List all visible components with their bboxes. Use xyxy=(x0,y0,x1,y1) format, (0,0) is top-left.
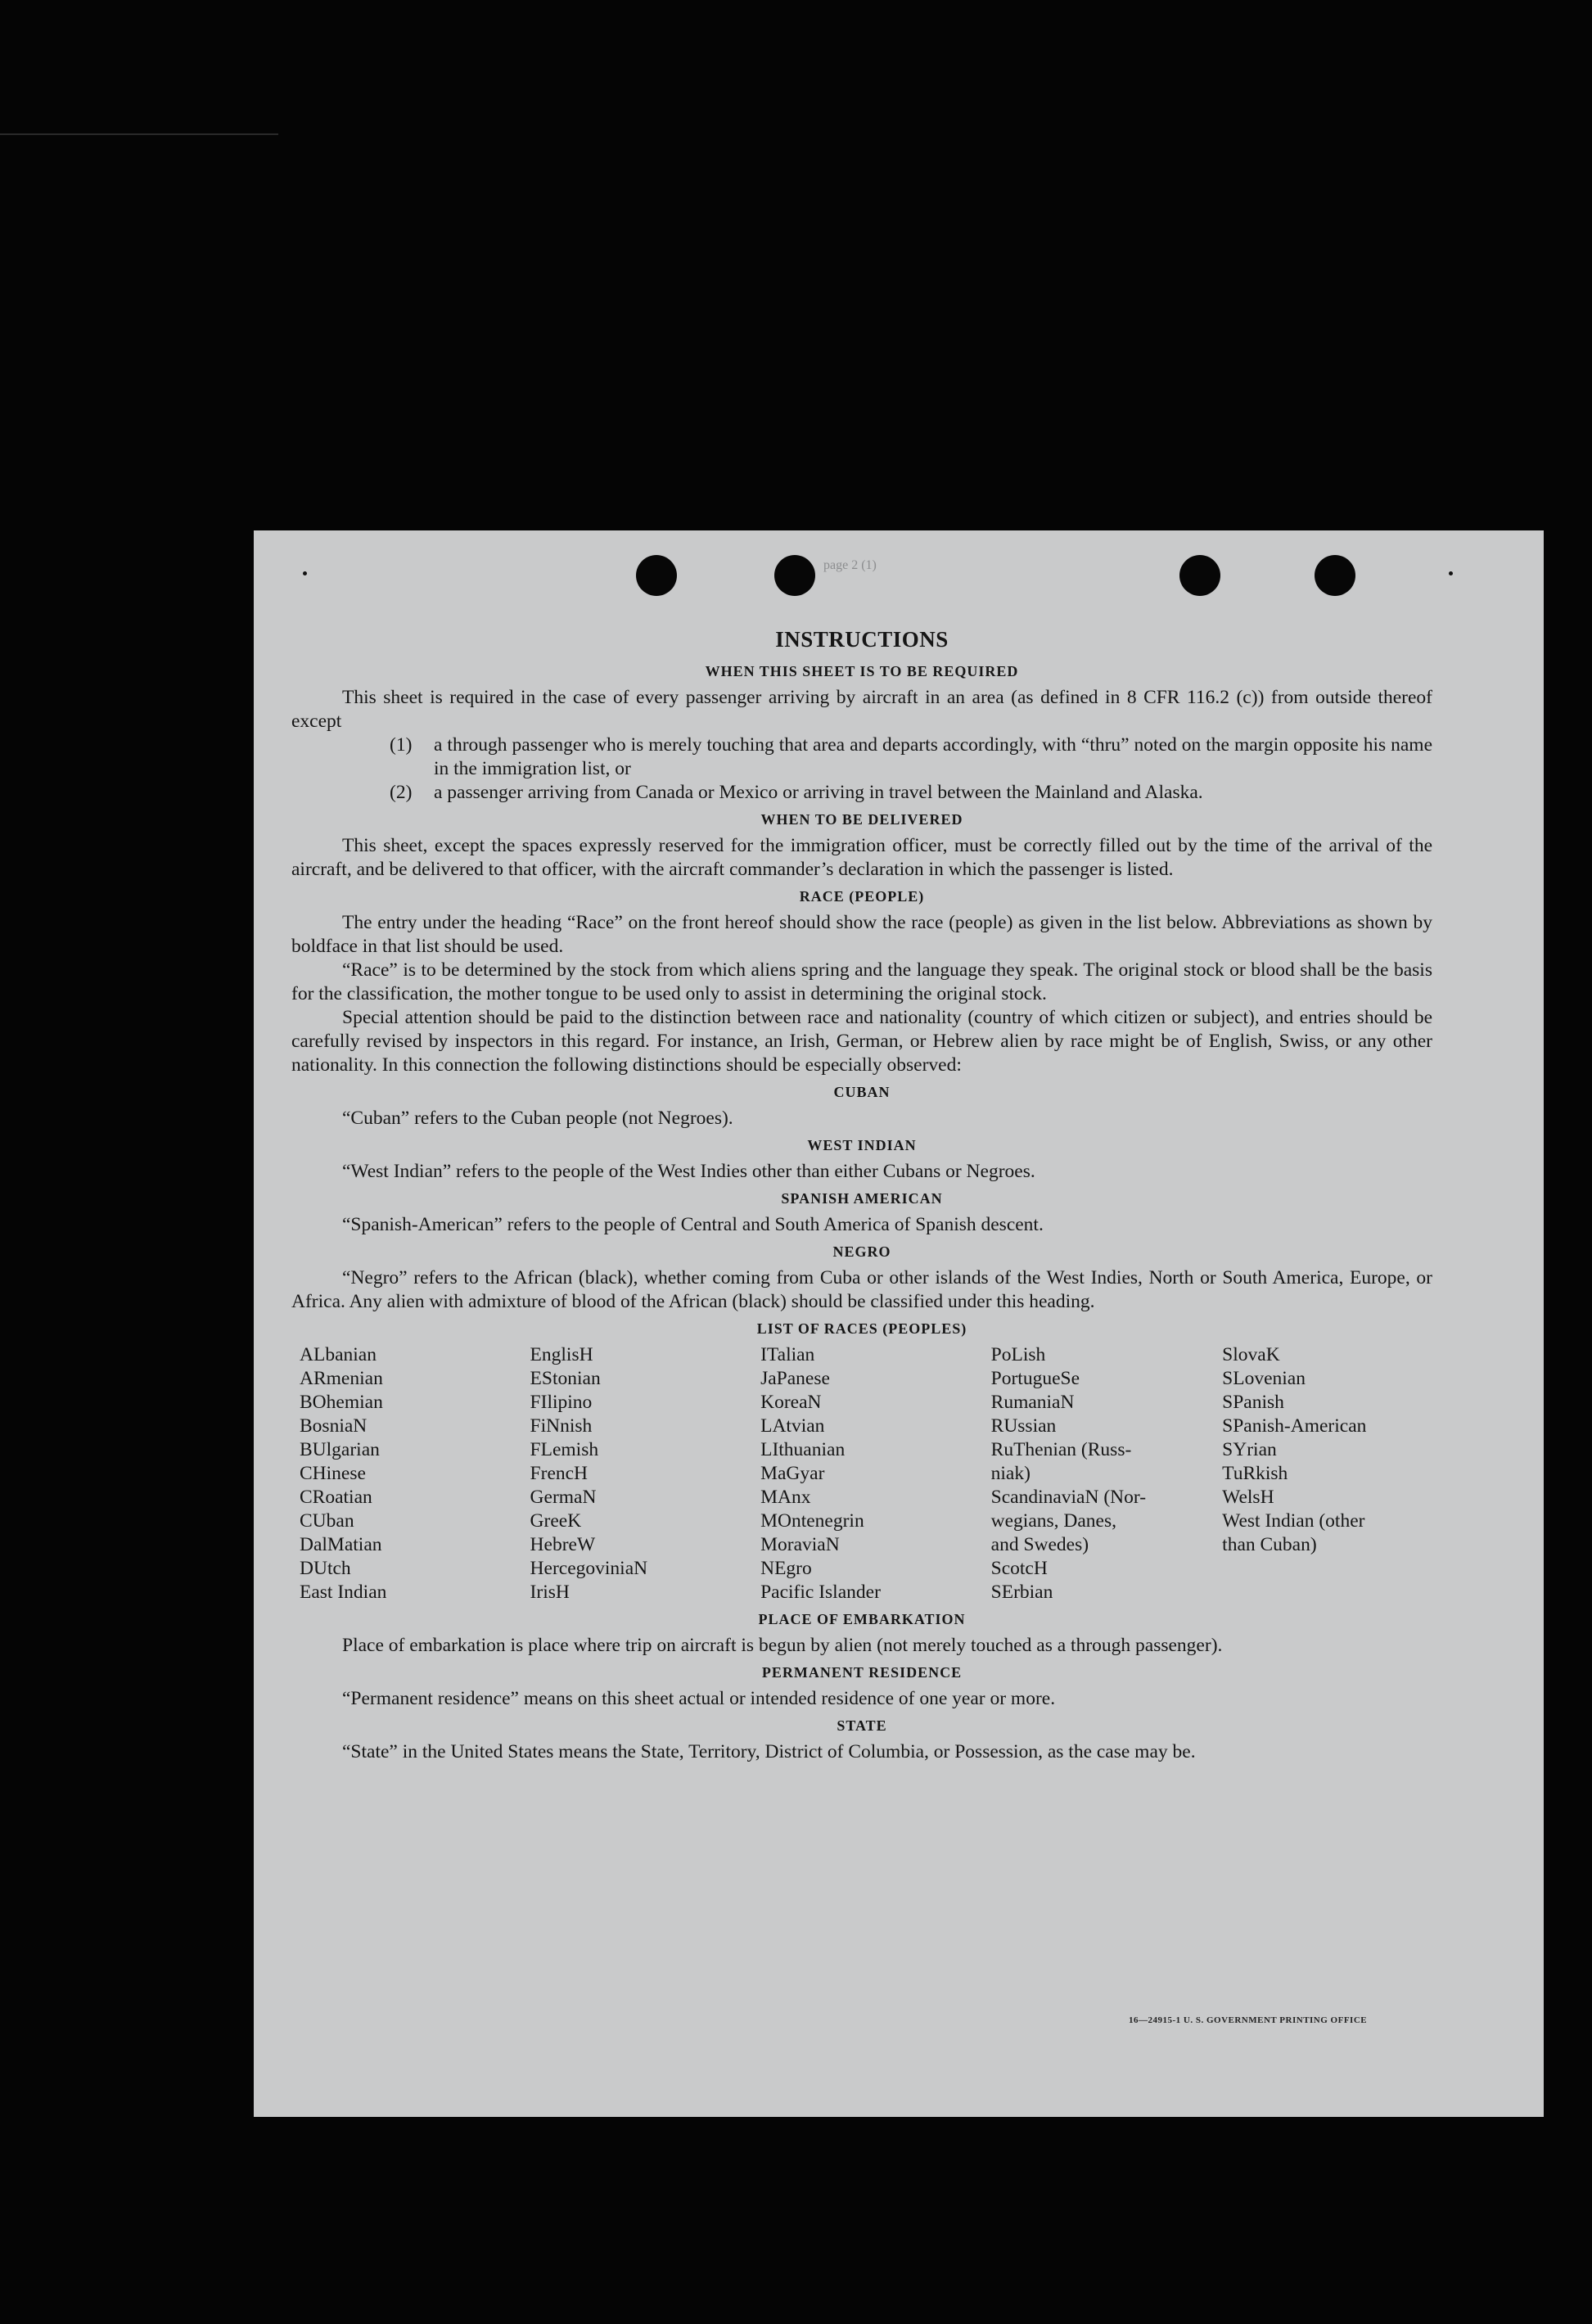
section-heading-state: STATE xyxy=(837,1717,887,1734)
race-entry: SPanish xyxy=(1222,1392,1284,1413)
section-heading-residence: PERMANENT RESIDENCE xyxy=(761,1664,963,1681)
race-entry: EStonian xyxy=(530,1368,601,1389)
spanish-american-text: “Spanish-American” refers to the people of Central and South America of Spanish descent. xyxy=(342,1214,1044,1235)
item-text: a passenger arriving from Canada or Mexico or arriving in travel between the Mainland and Alaska. xyxy=(434,782,1203,803)
race-entry: PoLish xyxy=(990,1344,1046,1365)
race-entry: than Cuban) xyxy=(1222,1534,1317,1555)
race-entry: RUssian xyxy=(990,1415,1057,1437)
race-entry: BosniaN xyxy=(300,1415,368,1437)
race-entry: ITalian xyxy=(760,1344,815,1365)
race-entry: PortugueSe xyxy=(990,1368,1080,1389)
race-entry: SYrian xyxy=(1222,1439,1277,1460)
state-text: “State” in the United States means the State, Territory, District of Columbia, or Possession, as the case may be. xyxy=(342,1741,1196,1762)
race-entry: MoraviaN xyxy=(760,1534,840,1555)
race-entry: SPanish-American xyxy=(1222,1415,1367,1437)
race-entry: JaPanese xyxy=(760,1368,830,1389)
residence-text: “Permanent residence” means on this sheet actual or intended residence of one year or more. xyxy=(342,1688,1056,1709)
race-entry: FLemish xyxy=(530,1439,599,1460)
section-heading-cuban: CUBAN xyxy=(833,1084,891,1100)
race-entry: LIthuanian xyxy=(760,1439,846,1460)
race-entry: FIlipino xyxy=(530,1392,593,1413)
section-heading-embarkation: PLACE OF EMBARKATION xyxy=(758,1611,966,1627)
section-heading-spanish-american: SPANISH AMERICAN xyxy=(781,1190,943,1207)
race-paragraph: “Race” is to be determined by the stock from which aliens spring and the language they speak. The original stock or blood shall be the basis for the classification, the mother tongue to be used only to assist in determining the original stock. xyxy=(291,959,1432,1004)
race-entry: ScandinaviaN (Nor- xyxy=(990,1487,1147,1508)
race-entry: LAtvian xyxy=(760,1415,825,1437)
race-entry: CHinese xyxy=(300,1463,366,1484)
race-entry: MAnx xyxy=(760,1487,811,1508)
required-intro: This sheet is required in the case of every passenger arriving by aircraft in an area (as defined in 8 CFR 116.2 (c)) from outside thereof except xyxy=(291,687,1432,732)
list-of-races-heading: LIST OF RACES (PEOPLES) xyxy=(756,1320,967,1337)
race-entry: MOntenegrin xyxy=(760,1510,864,1532)
punch-hole xyxy=(1179,555,1220,596)
race-entry: TuRkish xyxy=(1222,1463,1288,1484)
section-heading-negro: NEGRO xyxy=(832,1243,891,1260)
section-heading-west-indian: WEST INDIAN xyxy=(807,1137,917,1153)
race-entry: HebreW xyxy=(530,1534,596,1555)
race-entry: BOhemian xyxy=(300,1392,383,1413)
races-column-2 xyxy=(530,1343,761,1604)
exception-item xyxy=(291,733,1432,781)
races-column-5 xyxy=(1222,1343,1432,1604)
race-entry: SLovenian xyxy=(1222,1368,1306,1389)
bleed-through-text: page 2 (1) xyxy=(823,558,877,572)
race-entry: GermaN xyxy=(530,1487,597,1508)
race-entry: HercegoviniaN xyxy=(530,1558,648,1579)
margin-dot xyxy=(303,571,307,575)
west-indian-text: “West Indian” refers to the people of the West Indies other than either Cubans or Negroes. xyxy=(342,1161,1035,1182)
instruction-sheet xyxy=(254,530,1544,2117)
exception-item xyxy=(291,781,1432,805)
punch-hole xyxy=(1315,555,1355,596)
races-column-1 xyxy=(300,1343,530,1604)
race-entry: ALbanian xyxy=(300,1344,377,1365)
race-entry: RumaniaN xyxy=(990,1392,1075,1413)
race-entry: CUban xyxy=(300,1510,354,1532)
margin-dot xyxy=(1449,571,1453,575)
race-entry: RuThenian (Russ- xyxy=(990,1439,1132,1460)
race-entry: SErbian xyxy=(990,1582,1053,1603)
race-entry: DUtch xyxy=(300,1558,351,1579)
race-entry: KoreaN xyxy=(760,1392,822,1413)
race-entry: CRoatian xyxy=(300,1487,372,1508)
cuban-text: “Cuban” refers to the Cuban people (not Negroes). xyxy=(342,1108,733,1129)
race-entry: WelsH xyxy=(1222,1487,1274,1508)
item-text: a through passenger who is merely touching that area and departs accordingly, with “thru” noted on the margin opposite his name in the immigration list, or xyxy=(434,734,1432,779)
section-heading-delivered: WHEN TO BE DELIVERED xyxy=(760,811,963,828)
race-entry: FrencH xyxy=(530,1463,589,1484)
embarkation-text: Place of embarkation is place where trip on aircraft is begun by alien (not merely touched as a through passenger). xyxy=(342,1635,1223,1656)
punch-hole xyxy=(636,555,677,596)
race-entry: BUlgarian xyxy=(300,1439,380,1460)
item-number: (1) xyxy=(390,734,413,756)
race-entry: East Indian xyxy=(300,1582,387,1603)
race-entry: West Indian (other xyxy=(1222,1510,1365,1532)
punch-hole xyxy=(774,555,815,596)
race-entry: ScotcH xyxy=(990,1558,1048,1579)
race-entry: niak) xyxy=(990,1463,1031,1484)
section-heading-required: WHEN THIS SHEET IS TO BE REQUIRED xyxy=(705,663,1019,679)
negro-text: “Negro” refers to the African (black), whether coming from Cuba or other islands of the West Indies, North or South America, Europe, or Africa. Any alien with admixture of blood of the African (black) should be classified under this heading. xyxy=(291,1267,1432,1312)
races-column-3 xyxy=(760,1343,991,1604)
printing-office-footer: 16—24915-1 U. S. GOVERNMENT PRINTING OFFICE xyxy=(1129,2015,1368,2025)
item-number: (2) xyxy=(390,782,413,803)
race-entry: FiNnish xyxy=(530,1415,593,1437)
race-entry: Pacific Islander xyxy=(760,1582,881,1603)
race-entry: NEgro xyxy=(760,1558,812,1579)
race-entry: DalMatian xyxy=(300,1534,382,1555)
race-entry: ARmenian xyxy=(300,1368,383,1389)
races-column-4 xyxy=(991,1343,1223,1604)
races-list xyxy=(291,1343,1432,1604)
race-entry: and Swedes) xyxy=(990,1534,1089,1555)
scan-artifact-line xyxy=(0,133,278,135)
race-entry: MaGyar xyxy=(760,1463,825,1484)
race-entry: GreeK xyxy=(530,1510,582,1532)
section-heading-race: RACE (PEOPLE) xyxy=(799,888,925,905)
race-entry: wegians, Danes, xyxy=(990,1510,1116,1532)
race-entry: EnglisH xyxy=(530,1344,593,1365)
page-title: INSTRUCTIONS xyxy=(775,627,949,652)
race-paragraph: The entry under the heading “Race” on the front hereof should show the race (people) as given in the list below. Abbreviations as shown by boldface in that list should be used. xyxy=(291,912,1432,957)
race-entry: SlovaK xyxy=(1222,1344,1280,1365)
delivered-text: This sheet, except the spaces expressly reserved for the immigration officer, must be correctly filled out by the time of the arrival of the aircraft, and be delivered to that officer, with the aircraft commander’s declaration in which the passenger is listed. xyxy=(291,835,1432,880)
race-paragraph: Special attention should be paid to the distinction between race and nationality (country of which citizen or subject), and entries should be carefully revised by inspectors in this regard. For instance, an Irish, German, or Hebrew alien by race might be of English, Swiss, or any other nationality. In this connection the following distinctions should be especially observed: xyxy=(291,1007,1432,1076)
race-entry: IrisH xyxy=(530,1582,570,1603)
